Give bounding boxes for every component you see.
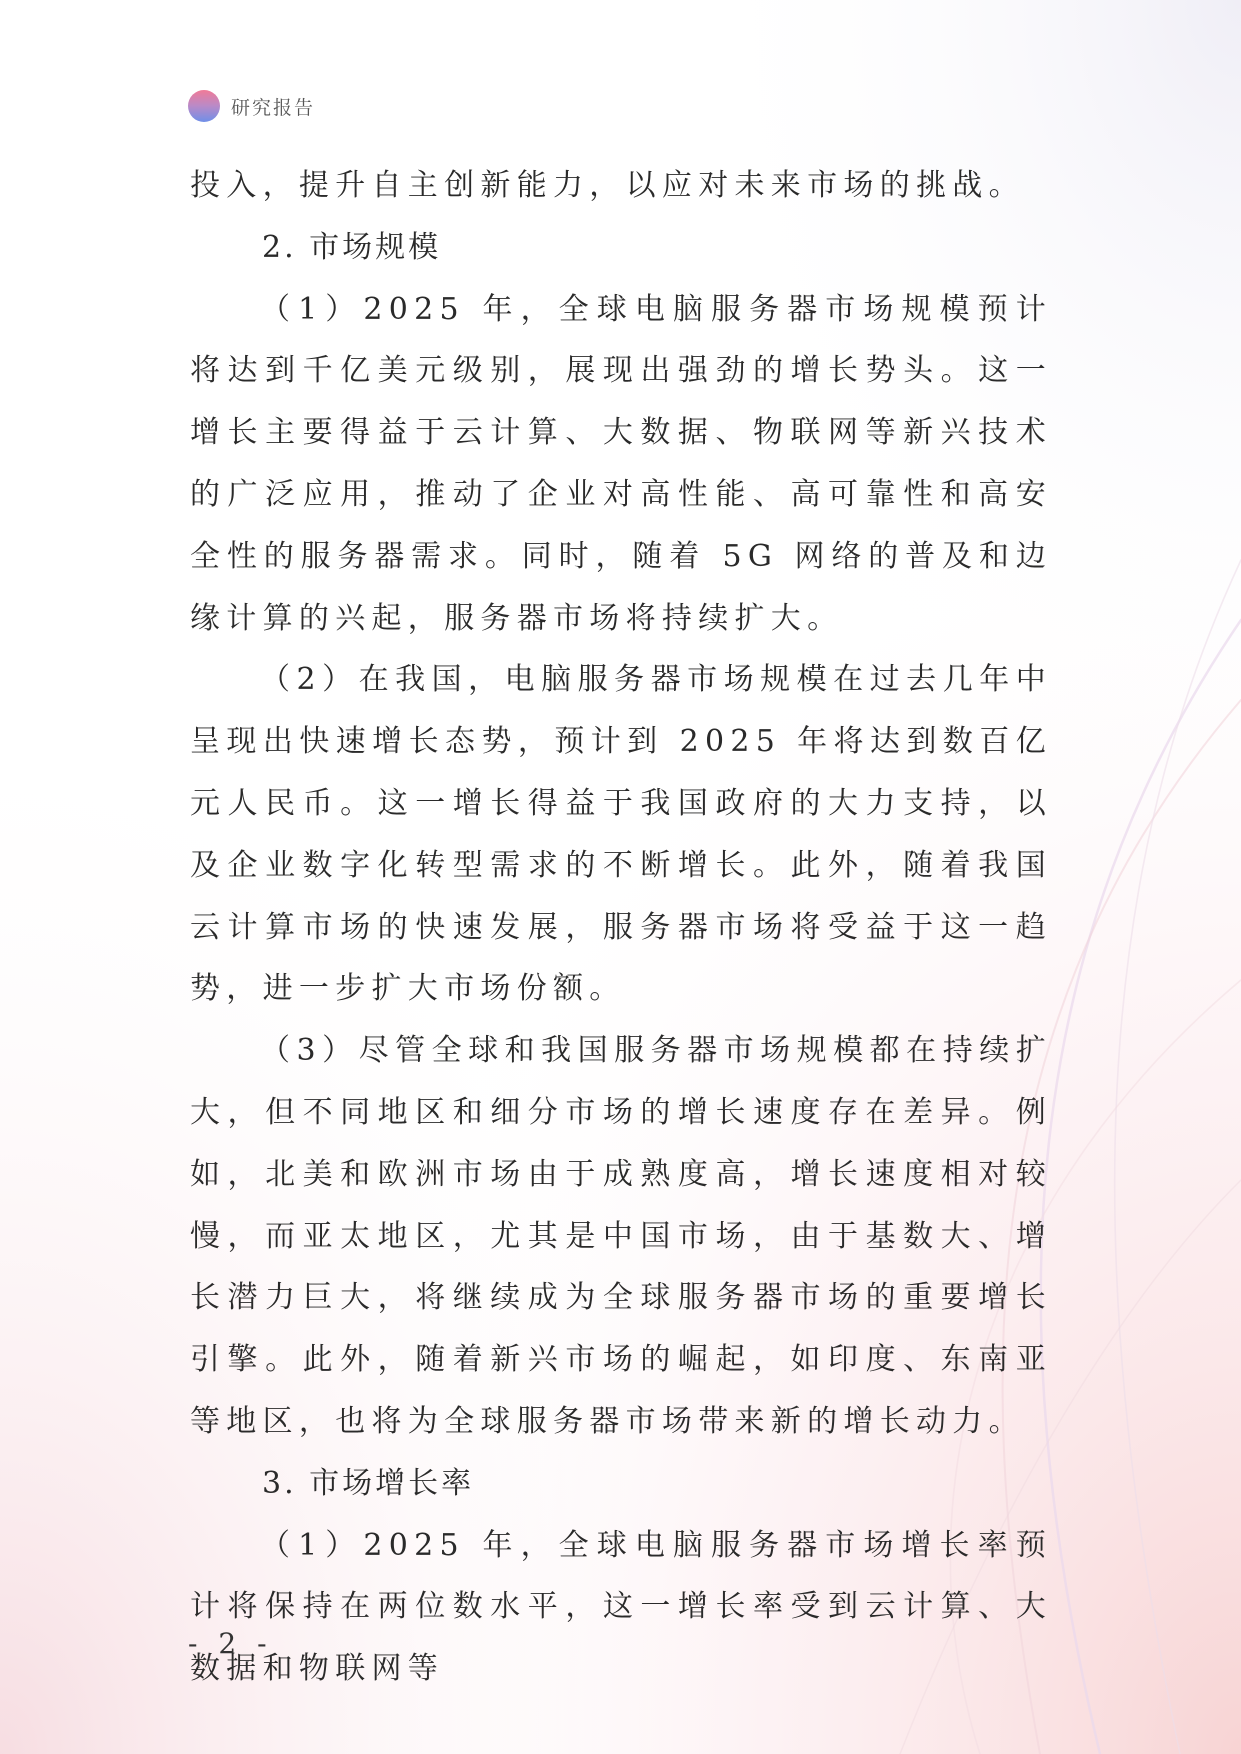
section-heading-growth-rate: 3. 市场增长率 xyxy=(262,1465,475,1501)
document-header xyxy=(188,89,315,123)
paragraph-3: （3）尽管全球和我国服务器市场规模都在持续扩大，但不同地区和细分市场的增长速度存在差异。例如，北美和欧洲市场由于成熟度高，增长速度相对较慢，而亚太地区，尤其是中国市场，由于基数大、增长潜力巨大，将继续成为全球服务器市场的重要增长引擎。此外，随着新兴市场的崛起，如印度、东南亚等地区，也将为全球服务器市场带来新的增长动力。 xyxy=(190,1033,1052,1439)
header-title: 研究报告 xyxy=(231,96,316,119)
document-body xyxy=(190,155,1052,1700)
page-number: - 2 - xyxy=(188,1627,273,1660)
logo-circle-icon xyxy=(188,90,220,122)
section-heading-market-size: 2. 市场规模 xyxy=(262,229,442,265)
paragraph-4: （1）2025 年，全球电脑服务器市场增长率预计将保持在两位数水平，这一增长率受到云计算、大数据和物联网等 xyxy=(190,1527,1052,1687)
paragraph-continuation: 投入，提升自主创新能力，以应对未来市场的挑战。 xyxy=(190,168,1025,203)
paragraph-2: （2）在我国，电脑服务器市场规模在过去几年中呈现出快速增长态势，预计到 2025 年将达到数百亿元人民币。这一增长得益于我国政府的大力支持，以及企业数字化转型需求的不断增长。此外，随着我国云计算市场的快速发展，服务器市场将受益于这一趋势，进一步扩大市场份额。 xyxy=(190,662,1052,1007)
paragraph-1: （1）2025 年，全球电脑服务器市场规模预计将达到千亿美元级别，展现出强劲的增长势头。这一增长主要得益于云计算、大数据、物联网等新兴技术的广泛应用，推动了企业对高性能、高可靠性和高安全性的服务器需求。同时，随着 5G 网络的普及和边缘计算的兴起，服务器市场将持续扩大。 xyxy=(190,291,1052,636)
